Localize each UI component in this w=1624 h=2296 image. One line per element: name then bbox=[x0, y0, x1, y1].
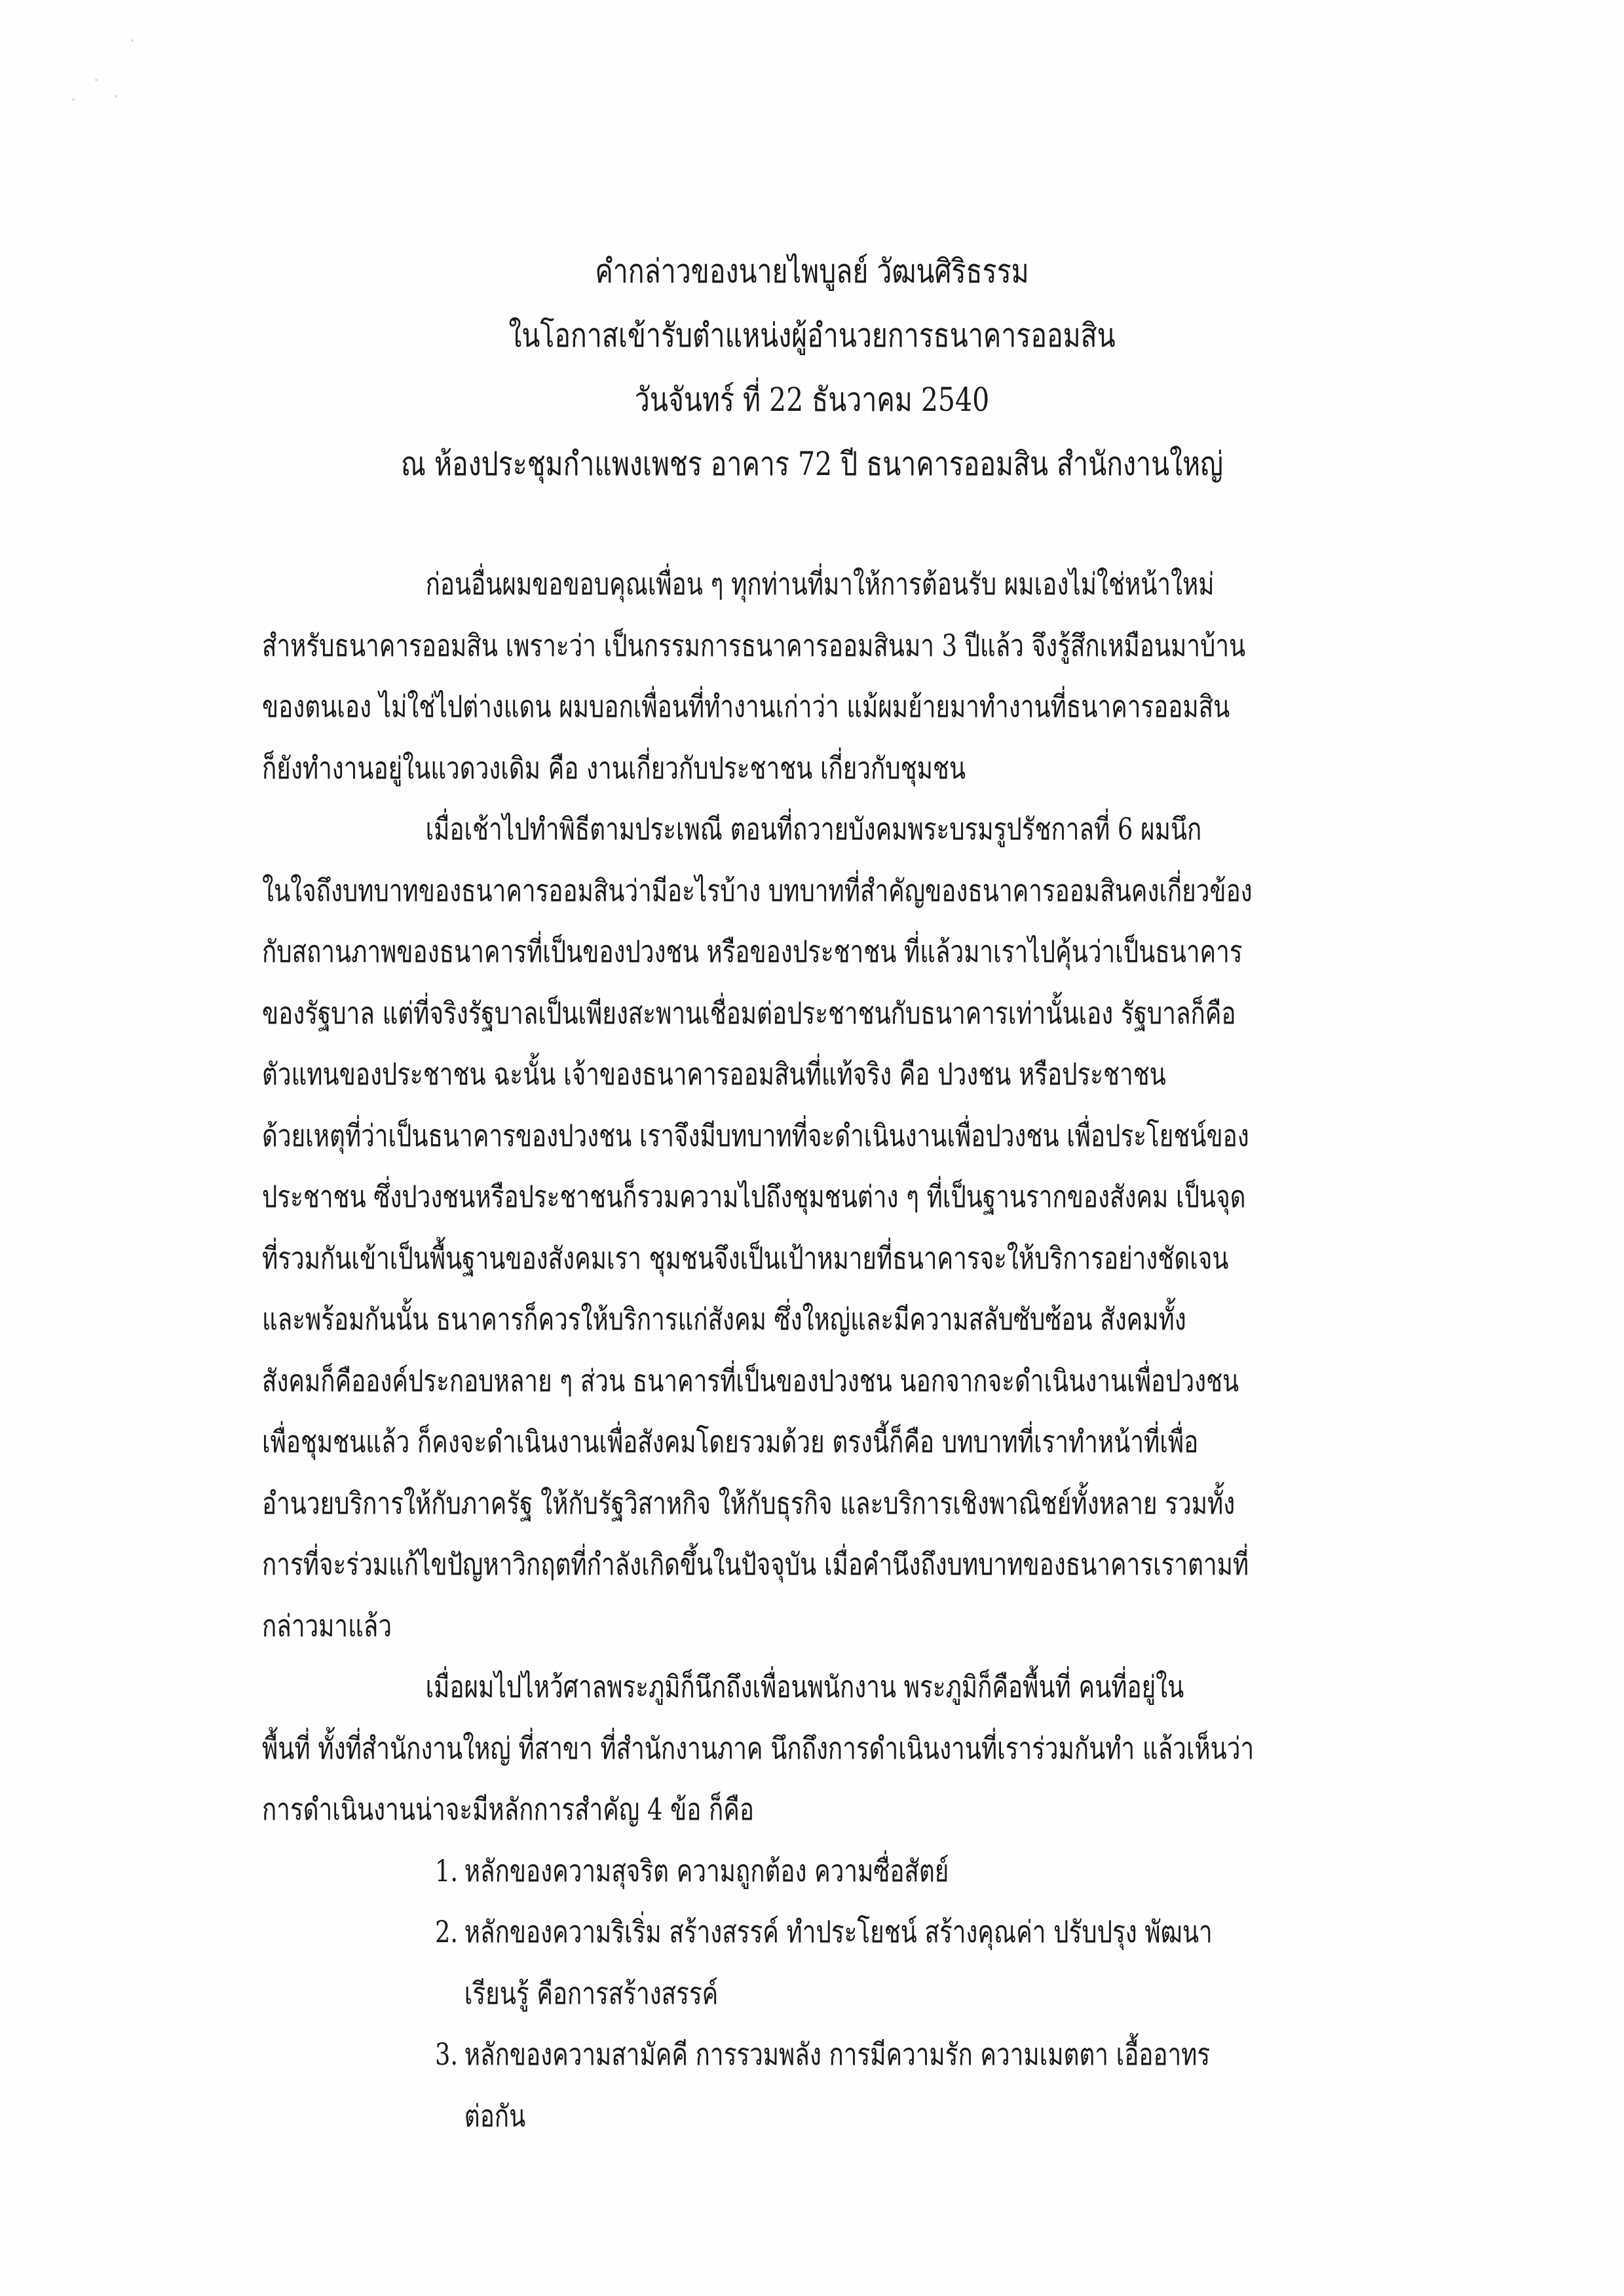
principles-list bbox=[262, 1841, 1422, 2147]
list-number: 3. bbox=[435, 2037, 459, 2072]
scan-specks bbox=[66, 33, 157, 111]
text-line: สำหรับธนาคารออมสิน เพราะว่า เป็นกรรมการธนาคารออมสินมา 3 ปีแล้ว จึงรู้สึกเหมือนมาบ้าน bbox=[262, 627, 1246, 663]
paragraph-1 bbox=[262, 554, 1422, 799]
text-line: ก่อนอื่นผมขอขอบคุณเพื่อน ๆ ทุกท่านที่มาให้การต้อนรับ ผมเองไม่ใช่หน้าใหม่ bbox=[425, 566, 1215, 602]
list-text: หลักของความริเริ่ม สร้างสรรค์ ทำประโยชน์ สร้างคุณค่า ปรับปรุง พัฒนา bbox=[464, 1914, 1213, 1949]
list-item-continuation: ต่อกัน bbox=[464, 2097, 526, 2133]
paragraph-2 bbox=[262, 799, 1422, 1656]
text-line: ที่รวมกันเข้าเป็นพื้นฐานของสังคมเรา ชุมชนจึงเป็นเป้าหมายที่ธนาคารจะให้บริการอย่างชัดเจน bbox=[262, 1240, 1229, 1276]
title-occasion: ในโอกาสเข้ารับตำแหน่งผู้อำนวยการธนาคารออมสิน bbox=[508, 316, 1116, 354]
text-line: ด้วยเหตุที่ว่าเป็นธนาคารของปวงชน เราจึงมีบทบาทที่จะดำเนินงานเพื่อปวงชน เพื่อประโยชน์ของ bbox=[262, 1117, 1249, 1153]
list-item bbox=[262, 2024, 1211, 2086]
list-number: 2. bbox=[435, 1914, 459, 1949]
text-line: กล่าวมาแล้ว bbox=[262, 1607, 392, 1643]
text-line: กับสถานภาพของธนาคารที่เป็นของปวงชน หรือของประชาชน ที่แล้วมาเราไปคุ้นว่าเป็นธนาคาร bbox=[262, 934, 1243, 969]
list-number: 1. bbox=[435, 1852, 459, 1888]
text-line: และพร้อมกันนั้น ธนาคารก็ควรให้บริการแก่สังคม ซึ่งใหญ่และมีความสลับซับซ้อน สังคมทั้ง bbox=[262, 1301, 1186, 1337]
text-line: เพื่อชุมชนแล้ว ก็คงจะดำเนินงานเพื่อสังคมโดยรวมด้วย ตรงนี้ก็คือ บทบาทที่เราทำหน้าที่เพื่อ bbox=[262, 1424, 1199, 1459]
title-speech-by: คำกล่าวของนายไพบูลย์ วัฒนศิริธรรม bbox=[595, 252, 1029, 290]
text-line: อำนวยบริการให้กับภาครัฐ ให้กับรัฐวิสาหกิจ ให้กับธุรกิจ และบริการเชิงพาณิชย์ทั้งหลาย รวมทั้ง bbox=[262, 1485, 1236, 1521]
text-line: เมื่อผมไปไหว้ศาลพระภูมิก็นึกถึงเพื่อนพนักงาน พระภูมิก็คือพื้นที่ คนที่อยู่ใน bbox=[425, 1669, 1184, 1704]
text-line: พื้นที่ ทั้งที่สำนักงานใหญ่ ที่สาขา ที่สำนักงานภาค นึกถึงการดำเนินงานที่เราร่วมกันทำ แล้วเห็นว่า bbox=[262, 1730, 1255, 1766]
text-line: การที่จะร่วมแก้ไขปัญหาวิกฤตที่กำลังเกิดขึ้นในปัจจุบัน เมื่อคำนึงถึงบทบาทของธนาคารเราตามที่ bbox=[262, 1546, 1249, 1582]
document-title bbox=[0, 239, 1624, 496]
document-body bbox=[262, 554, 1422, 2147]
title-date: วันจันทร์ ที่ 22 ธันวาคม 2540 bbox=[634, 381, 990, 419]
text-line: ตัวแทนของประชาชน ฉะนั้น เจ้าของธนาคารออมสินที่แท้จริง คือ ปวงชน หรือประชาชน bbox=[262, 1056, 1166, 1092]
text-line: ของตนเอง ไม่ใช่ไปต่างแดน ผมบอกเพื่อนที่ทำงานเก่าว่า แม้ผมย้ายมาทำงานที่ธนาคารออมสิน bbox=[262, 689, 1230, 724]
list-item bbox=[262, 1841, 1190, 1902]
title-venue: ณ ห้องประชุมกำแพงเพชร อาคาร 72 ปี ธนาคารออมสิน สำนักงานใหญ่ bbox=[400, 445, 1224, 483]
text-line: ก็ยังทำงานอยู่ในแวดวงเดิม คือ งานเกี่ยวกับประชาชน เกี่ยวกับชุมชน bbox=[262, 750, 966, 786]
text-line: เมื่อเช้าไปทำพิธีตามประเพณี ตอนที่ถวายบังคมพระบรมรูปรัชกาลที่ 6 ผมนึก bbox=[425, 811, 1202, 847]
list-item-continuation: เรียนรู้ คือการสร้างสรรค์ bbox=[464, 1975, 719, 2011]
text-line: ประชาชน ซึ่งปวงชนหรือประชาชนก็รวมความไปถึงชุมชนต่าง ๆ ที่เป็นฐานรากของสังคม เป็นจุด bbox=[262, 1179, 1246, 1214]
text-line: ในใจถึงบทบาทของธนาคารออมสินว่ามีอะไรบ้าง บทบาทที่สำคัญของธนาคารออมสินคงเกี่ยวข้อง bbox=[262, 872, 1253, 908]
text-line: ของรัฐบาล แต่ที่จริงรัฐบาลเป็นเพียงสะพานเชื่อมต่อประชาชนกับธนาคารเท่านั้นเอง รัฐบาลก็คือ bbox=[262, 995, 1236, 1031]
paragraph-3 bbox=[262, 1656, 1422, 1841]
text-line: การดำเนินงานน่าจะมีหลักการสำคัญ 4 ข้อ ก็คือ bbox=[262, 1791, 755, 1827]
list-item bbox=[262, 1902, 1213, 1963]
text-line: สังคมก็คือองค์ประกอบหลาย ๆ ส่วน ธนาคารที่เป็นของปวงชน นอกจากจะดำเนินงานเพื่อปวงชน bbox=[262, 1362, 1239, 1398]
list-text: หลักของความสุจริต ความถูกต้อง ความซื่อสัตย์ bbox=[464, 1852, 949, 1888]
list-text: หลักของความสามัคคี การรวมพลัง การมีความรัก ความเมตตา เอื้ออาทร bbox=[464, 2037, 1211, 2072]
